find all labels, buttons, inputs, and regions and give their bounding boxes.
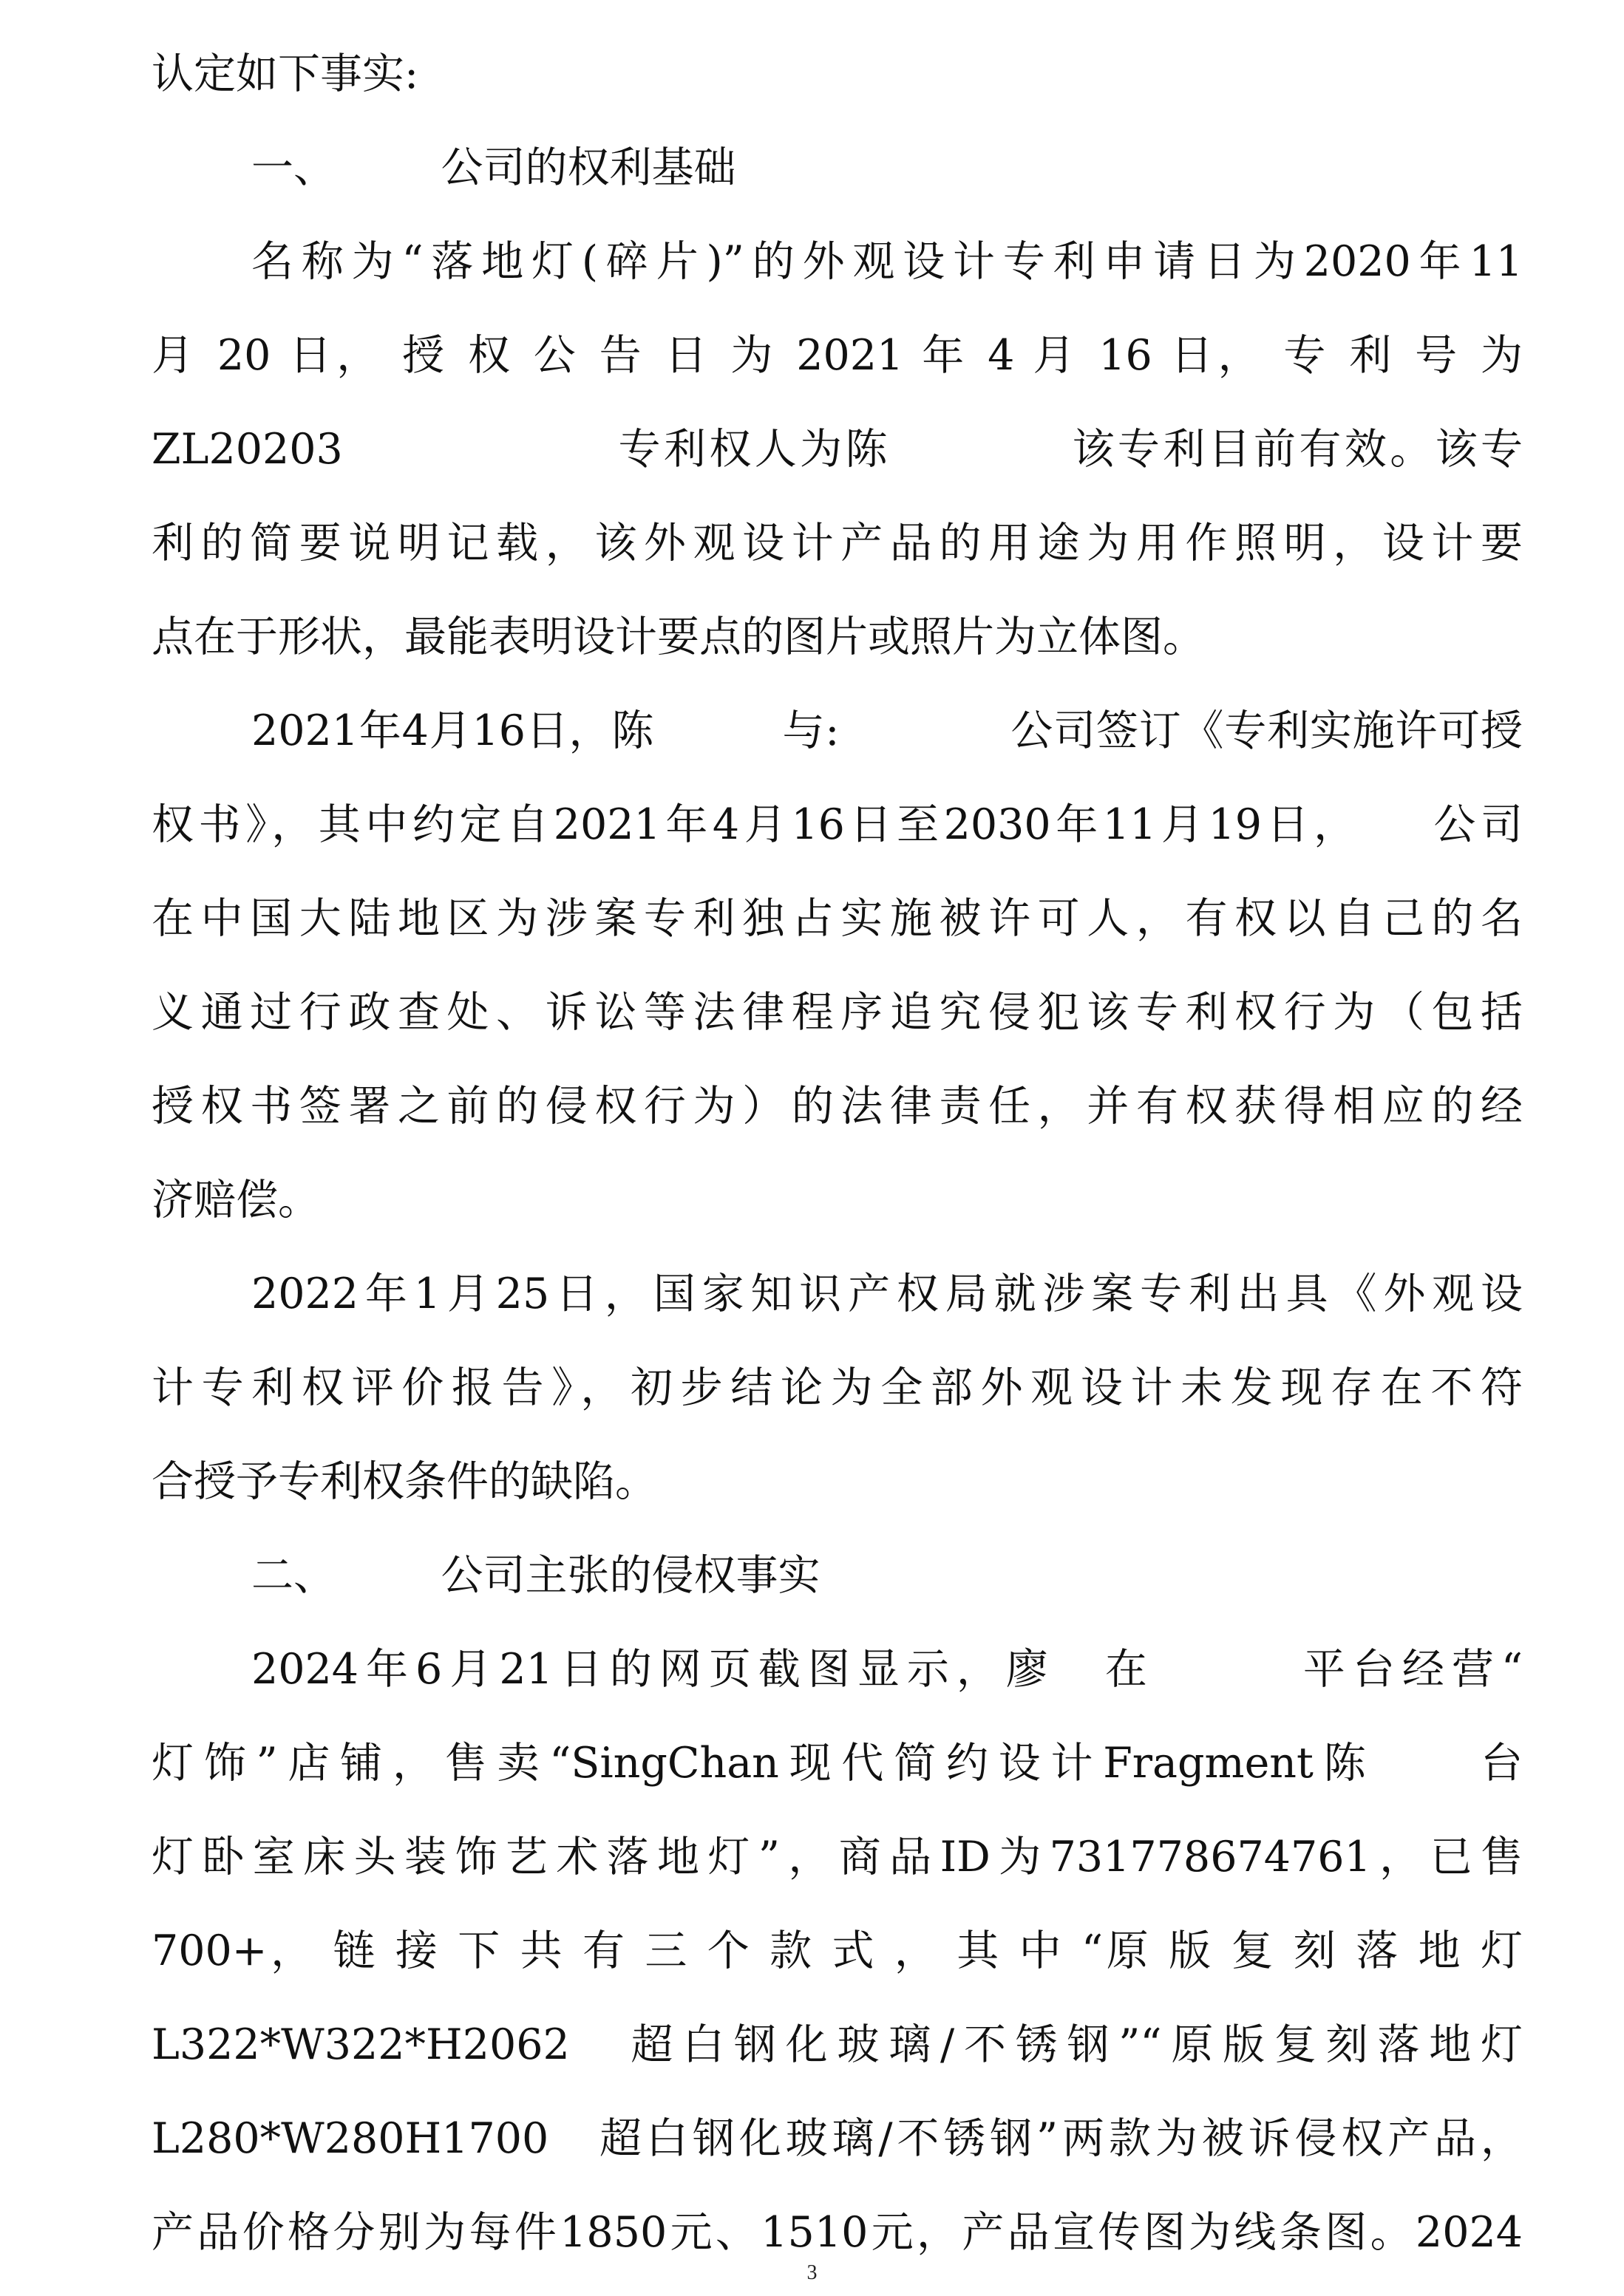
- text-line: 2024年6月21日的网页截图显示，廖 在 平台经营“: [251, 1645, 1523, 1694]
- section-heading: 二、 公司主张的侵权事实: [251, 1551, 821, 1600]
- text-line: 济赔偿。: [152, 1176, 320, 1224]
- text-line: 月 20 日， 授 权 公 告 日 为 2021 年 4 月 16 日， 专 利 号 为: [152, 331, 1523, 380]
- text-line: L280*W280H1700 超白钢化玻璃/不锈钢”两款为被诉侵权产品，: [152, 2114, 1523, 2163]
- text-line: 在中国大陆地区为涉案专利独占实施被许可人，有权以自己的名: [152, 894, 1523, 943]
- page-number: 3: [806, 2261, 818, 2284]
- text-line: 灯卧室床头装饰艺术落地灯”，商品ID为731778674761，已售: [152, 1833, 1523, 1881]
- text-line: 授权书签署之前的侵权行为）的法律责任，并有权获得相应的经: [152, 1082, 1523, 1131]
- text-line: 700+， 链 接 下 共 有 三 个 款 式 ， 其 中 “原 版 复 刻 落 地 灯: [152, 1927, 1523, 1975]
- text-line: 权书》，其中约定自2021年4月16日至2030年11月19日， 公司: [152, 800, 1523, 849]
- text-line: 计专利权评价报告》，初步结论为全部外观设计未发现存在不符: [152, 1363, 1523, 1412]
- text-line: 合授予专利权条件的缺陷。: [152, 1457, 657, 1506]
- text-line: 利的简要说明记载，该外观设计产品的用途为用作照明，设计要: [152, 519, 1523, 568]
- text-line: 义通过行政查处、诉讼等法律程序追究侵犯该专利权行为（包括: [152, 988, 1523, 1037]
- text-line: 灯饰”店铺，售卖“SingChan现代简约设计Fragment陈 台: [152, 1739, 1523, 1788]
- section-heading: 一、 公司的权利基础: [251, 143, 736, 192]
- text-line: 产品价格分别为每件1850元、1510元，产品宣传图为线条图。2024: [152, 2208, 1523, 2257]
- text-line: 点在于形状，最能表明设计要点的图片或照片为立体图。: [152, 613, 1205, 661]
- text-line: 名称为“落地灯(碎片)”的外观设计专利申请日为2020年11: [251, 237, 1523, 286]
- text-line: ZL20203 专利权人为陈 该专利目前有效。该专: [152, 425, 1523, 474]
- text-line: 2021年4月16日，陈 与: 公司签订《专利实施许可授: [251, 706, 1523, 755]
- text-line: L322*W322*H2062 超白钢化玻璃/不锈钢”“原版复刻落地灯: [152, 2020, 1523, 2069]
- text-line: 认定如下事实:: [152, 50, 419, 98]
- text-line: 2022年1月25日，国家知识产权局就涉案专利出具《外观设: [251, 1270, 1523, 1318]
